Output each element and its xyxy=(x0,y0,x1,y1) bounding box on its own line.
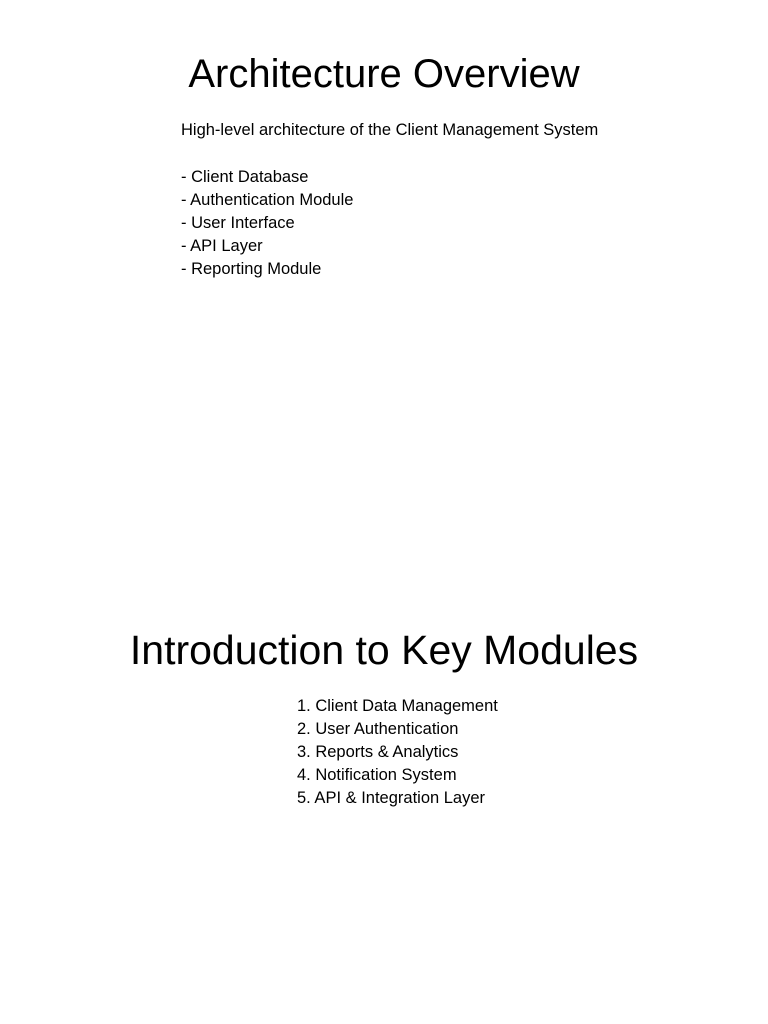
list-item: - User Interface xyxy=(181,214,295,232)
slide-title: Architecture Overview xyxy=(188,52,580,96)
list-item: 2. User Authentication xyxy=(297,720,459,738)
list-item: 4. Notification System xyxy=(297,766,457,784)
slide-body xyxy=(297,695,498,810)
slide-title: Introduction to Key Modules xyxy=(129,627,639,673)
list-item: - Authentication Module xyxy=(181,191,354,209)
list-item: - Client Database xyxy=(181,168,309,186)
blank-line xyxy=(181,142,598,166)
list-item: 1. Client Data Management xyxy=(297,697,498,715)
slide-key-modules xyxy=(0,512,768,1024)
list-item: 3. Reports & Analytics xyxy=(297,743,459,761)
list-item: - API Layer xyxy=(181,237,263,255)
list-item: - Reporting Module xyxy=(181,260,322,278)
intro-text: High-level architecture of the Client Management System xyxy=(181,121,599,139)
slide-body xyxy=(181,119,598,281)
list-item: 5. API & Integration Layer xyxy=(297,789,486,807)
